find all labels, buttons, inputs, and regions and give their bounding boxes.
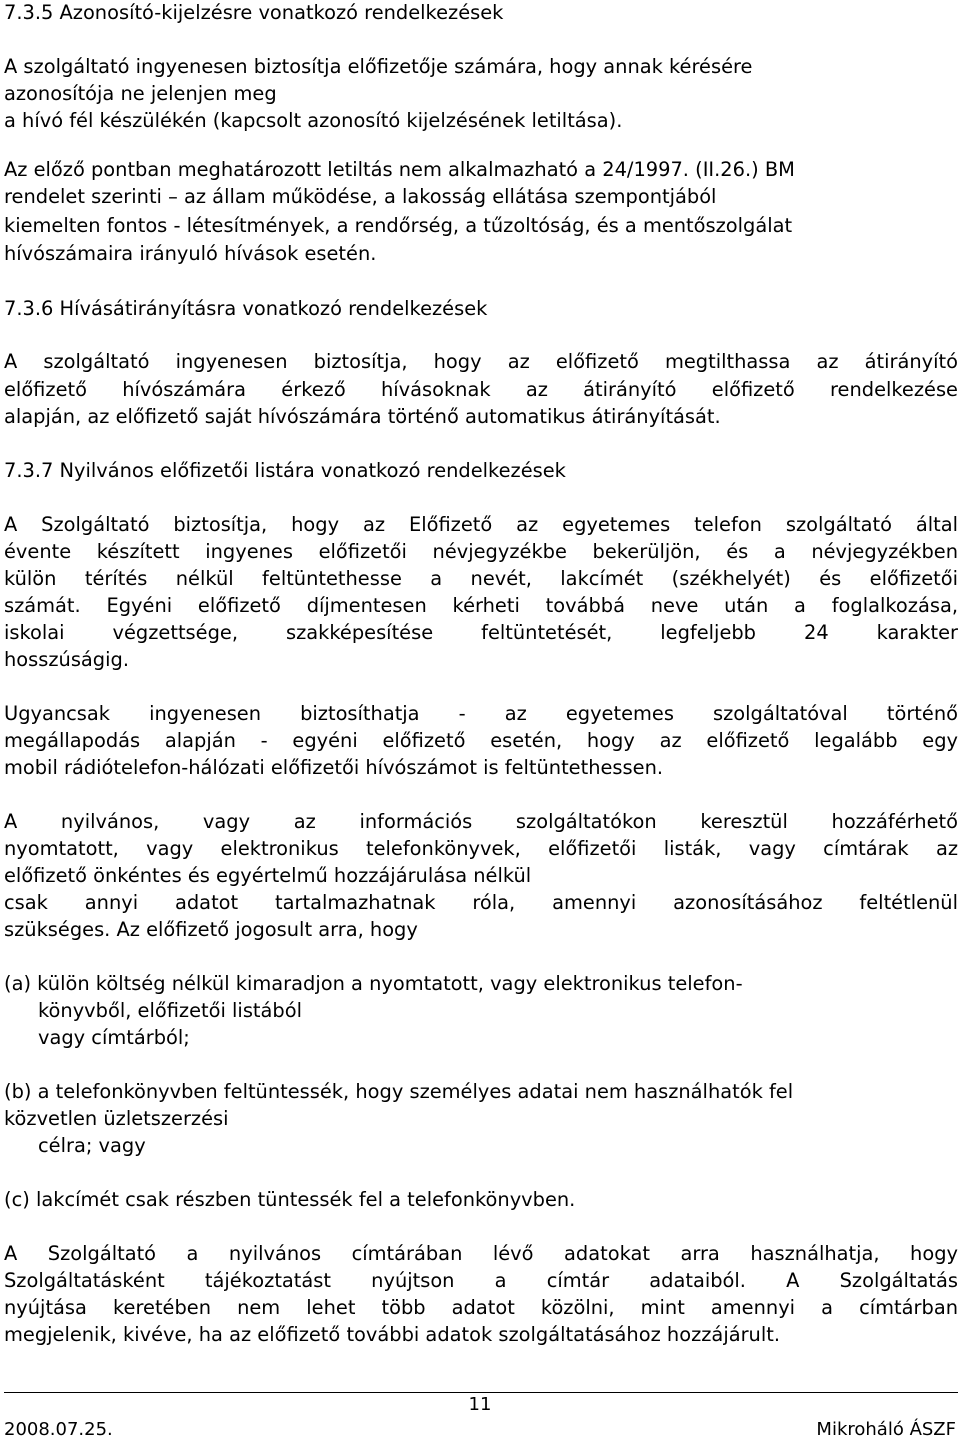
paragraph-line: Szolgáltatásként tájékoztatást nyújtson a címtár adataiból. A Szolgáltatás xyxy=(4,1269,958,1292)
section-heading-7-3-7: 7.3.7 Nyilvános előfizetői listára vonatkozó rendelkezések xyxy=(4,459,566,482)
paragraph-line: előfizető önkéntes és egyértelmű hozzájárulása nélkül xyxy=(4,864,532,887)
paragraph-line: a hívó fél készülékén (kapcsolt azonosító kijelzésének letiltása). xyxy=(4,109,623,132)
paragraph-line: hosszúságig. xyxy=(4,648,129,671)
list-item-a-continuation: könyvből, előfizetői listából xyxy=(38,999,302,1022)
list-item-b: (b) a telefonkönyvben feltüntessék, hogy személyes adatai nem használhatók fel xyxy=(4,1080,794,1103)
paragraph-line: külön térítés nélkül feltüntethesse a nevét, lakcímét (székhelyét) és előfizetői xyxy=(4,567,958,590)
paragraph-line: előfizető hívószámára érkező hívásoknak az átirányító előfizető rendelkezése xyxy=(4,378,958,401)
paragraph-line: Ugyancsak ingyenesen biztosíthatja - az egyetemes szolgáltatóval történő xyxy=(4,702,958,725)
paragraph-line: A nyilvános, vagy az információs szolgáltatókon keresztül hozzáférhető xyxy=(4,810,958,833)
paragraph-line: alapján, az előfizető saját hívószámára történő automatikus átirányítását. xyxy=(4,405,721,428)
section-heading-7-3-6: 7.3.6 Hívásátirányításra vonatkozó rendelkezések xyxy=(4,297,488,320)
paragraph-line: kiemelten fontos - létesítmények, a rendőrség, a tűzoltóság, és a mentőszolgálat xyxy=(4,214,793,237)
paragraph-line: azonosítója ne jelenjen meg xyxy=(4,82,277,105)
paragraph-line: A Szolgáltató a nyilvános címtárában lévő adatokat arra használhatja, hogy xyxy=(4,1242,958,1265)
paragraph-line: iskolai végzettsége, szakképesítése feltüntetését, legfeljebb 24 karakter xyxy=(4,621,958,644)
section-heading-7-3-5: 7.3.5 Azonosító-kijelzésre vonatkozó rendelkezések xyxy=(4,1,504,24)
paragraph-line: hívószámaira irányuló hívások esetén. xyxy=(4,242,377,265)
page-number: 11 xyxy=(468,1394,492,1415)
paragraph-line: megjelenik, kivéve, ha az előfizető további adatok szolgáltatásához hozzájárult. xyxy=(4,1323,781,1346)
paragraph-line: számát. Egyéni előfizető díjmentesen kérheti továbbá neve után a foglalkozása, xyxy=(4,594,958,617)
paragraph-line: évente készített ingyenes előfizetői névjegyzékbe bekerüljön, és a névjegyzékben xyxy=(4,540,958,563)
paragraph-line: A Szolgáltató biztosítja, hogy az Előfizető az egyetemes telefon szolgáltató által xyxy=(4,513,958,536)
paragraph-line: Az előző pontban meghatározott letiltás nem alkalmazható a 24/1997. (II.26.) BM xyxy=(4,158,795,181)
list-item-b-continuation: célra; vagy xyxy=(38,1134,146,1157)
list-item-a-continuation: vagy címtárból; xyxy=(38,1026,190,1049)
paragraph-line: csak annyi adatot tartalmazhatnak róla, amennyi azonosításához feltétlenül xyxy=(4,891,958,914)
footer-date: 2008.07.25. xyxy=(4,1419,113,1440)
paragraph-line: nyújtása keretében nem lehet több adatot közölni, mint amennyi a címtárban xyxy=(4,1296,958,1319)
footer-organization: Mikroháló ÁSZF xyxy=(816,1419,956,1440)
paragraph-line: megállapodás alapján - egyéni előfizető esetén, hogy az előfizető legalább egy xyxy=(4,729,958,752)
paragraph-line: A szolgáltató ingyenesen biztosítja, hogy az előfizető megtilthassa az átirányító xyxy=(4,350,958,373)
list-item-a: (a) külön költség nélkül kimaradjon a nyomtatott, vagy elektronikus telefon- xyxy=(4,972,743,995)
paragraph-line: A szolgáltató ingyenesen biztosítja előfizetője számára, hogy annak kérésére xyxy=(4,55,753,78)
list-item-b-continuation: közvetlen üzletszerzési xyxy=(4,1107,229,1130)
paragraph-line: nyomtatott, vagy elektronikus telefonkönyvek, előfizetői listák, vagy címtárak az xyxy=(4,837,958,860)
paragraph-line: rendelet szerinti – az állam működése, a lakosság ellátása szempontjából xyxy=(4,185,717,208)
paragraph-line: szükséges. Az előfizető jogosult arra, hogy xyxy=(4,918,418,941)
paragraph-line: mobil rádiótelefon-hálózati előfizetői hívószámot is feltüntethessen. xyxy=(4,756,664,779)
list-item-c: (c) lakcímét csak részben tüntessék fel a telefonkönyvben. xyxy=(4,1188,576,1211)
